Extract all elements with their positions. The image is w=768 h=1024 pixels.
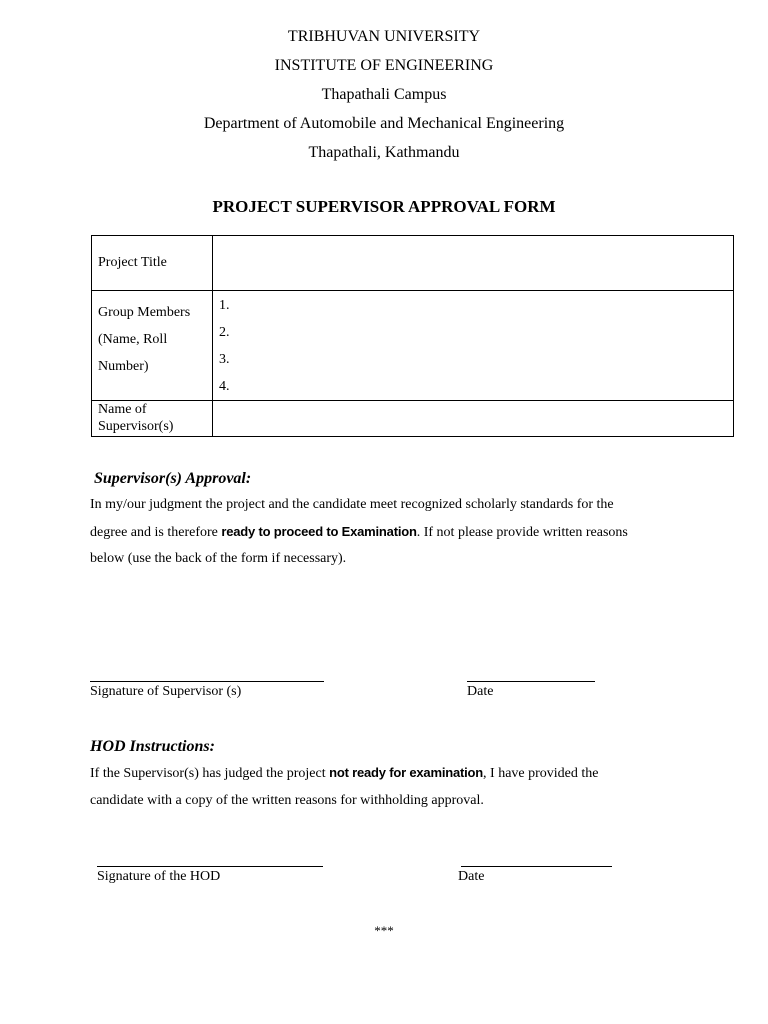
form-title: PROJECT SUPERVISOR APPROVAL FORM: [212, 197, 556, 216]
hod-text-line1-b: , I have provided the: [483, 766, 599, 781]
member-slot-2: 2.: [219, 325, 230, 340]
location: Thapathali, Kathmandu: [308, 144, 460, 161]
hod-signature-label: Signature of the HOD: [97, 869, 221, 884]
group-members-label: [92, 291, 213, 401]
university-name: TRIBHUVAN UNIVERSITY: [287, 28, 481, 45]
hod-date-label: Date: [458, 869, 485, 884]
institute-name: INSTITUTE OF ENGINEERING: [274, 57, 494, 74]
group-members-label-line3: Number): [98, 359, 149, 374]
group-members-label-line2: (Name, Roll: [98, 332, 168, 347]
supervisor-date-label: Date: [467, 684, 494, 699]
hod-instructions-text: [90, 760, 710, 814]
approval-text-line2-b: . If not please provide written reasons: [416, 524, 628, 540]
supervisor-approval-text: [90, 492, 710, 573]
supervisor-label-line2: Supervisor(s): [98, 419, 174, 434]
supervisor-signature-label: Signature of Supervisor (s): [90, 684, 242, 699]
not-ready-phrase: not ready for examination: [329, 765, 484, 780]
department-name: Department of Automobile and Mechanical Engineering: [203, 115, 565, 132]
approval-text-line3: below (use the back of the form if necessary).: [90, 551, 347, 566]
footer-mark: ***: [374, 923, 394, 938]
hod-text-line1-a: If the Supervisor(s) has judged the project: [90, 766, 330, 781]
member-slot-4: 4.: [219, 379, 230, 394]
group-members-field[interactable]: [213, 291, 734, 401]
hod-instructions-heading: HOD Instructions:: [90, 738, 215, 755]
supervisor-row: [92, 401, 734, 437]
supervisor-label: [92, 401, 213, 437]
hod-text-line1: [90, 760, 710, 788]
group-members-label-line1: Group Members: [98, 305, 191, 320]
approval-text-line2-a: degree and is therefore: [90, 524, 222, 540]
approval-text-line2: [90, 519, 710, 547]
supervisor-date-line[interactable]: [467, 681, 595, 682]
project-title-label: Project Title: [92, 236, 213, 291]
campus-name: Thapathali Campus: [321, 86, 447, 103]
supervisor-label-line1: Name of: [98, 402, 147, 417]
hod-signature-line[interactable]: [97, 866, 323, 867]
supervisor-name-field[interactable]: [213, 401, 734, 437]
supervisor-signature-line[interactable]: [90, 681, 324, 682]
project-info-table: [91, 235, 734, 437]
hod-date-line[interactable]: [461, 866, 612, 867]
project-title-row: [92, 236, 734, 291]
project-title-field[interactable]: [213, 236, 734, 291]
supervisor-approval-heading: Supervisor(s) Approval:: [94, 470, 252, 487]
member-slot-3: 3.: [219, 352, 230, 367]
group-members-row: [92, 291, 734, 401]
ready-to-proceed-phrase: ready to proceed to Examination: [221, 523, 417, 539]
hod-text-line2: candidate with a copy of the written reasons for withholding approval.: [90, 792, 484, 808]
approval-text-line1: In my/our judgment the project and the candidate meet recognized scholarly standards for the: [90, 497, 614, 512]
member-slot-1: 1.: [219, 298, 230, 313]
